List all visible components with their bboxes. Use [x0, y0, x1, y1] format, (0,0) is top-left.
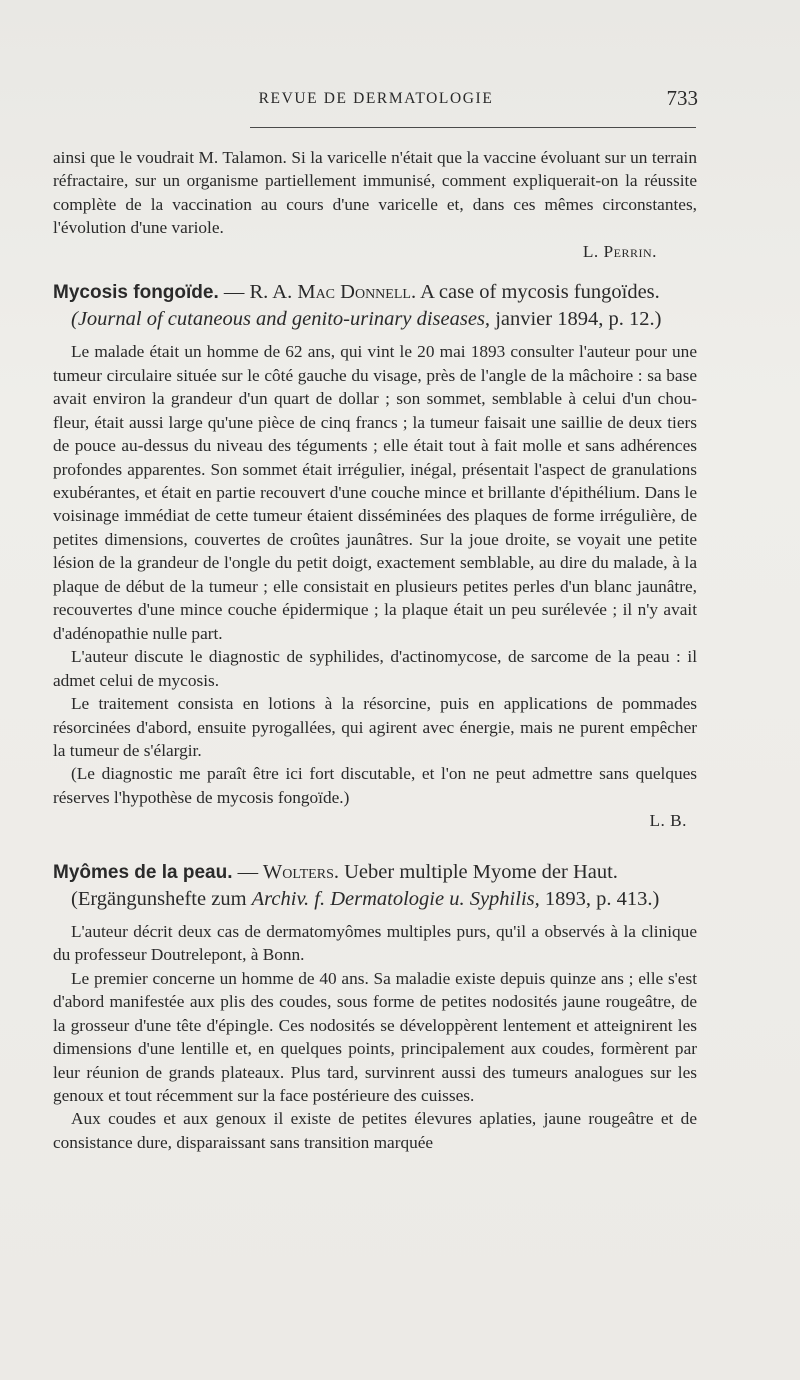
article-reference-mycosis — [53, 279, 697, 332]
article-ref-title: Ueber multiple Myome der Haut. — [344, 860, 618, 883]
signature-perrin: L. Perrin. — [582, 241, 657, 261]
article-reference-myomes — [53, 859, 697, 912]
header-rule — [250, 127, 696, 128]
running-head — [54, 86, 698, 114]
article-continuation — [53, 146, 697, 240]
signature-lb: L. B. — [649, 811, 687, 831]
article-journal: (Journal of cutaneous and genito-urinary diseases, — [71, 308, 491, 331]
article-author: — Wolters. — [237, 860, 339, 883]
body-paragraph: Le traitement consista en lotions à la résorcine, puis en applications de pommades résorcinées d'abord, ensuite pyrogallées, qui agirent avec énergie, mais ne purent empêcher la tumeur de s'élargir. — [53, 694, 697, 760]
article-supplement: (Ergängunshefte zum — [71, 887, 247, 910]
article-author: — R. A. Mac Donnell. — [223, 281, 417, 304]
article-title: Mycosis fongoïde. — [53, 282, 219, 304]
editor-note: (Le diagnostic me paraît être ici fort discutable, et l'on ne peut admettre sans quelques réserves l'hypothèse de mycosis fongoïde.) — [53, 764, 697, 807]
body-paragraph: Le premier concerne un homme de 40 ans. Sa maladie existe depuis quinze ans ; elle s'est d'abord manifestée aux plis des coudes, sous forme de petites nodosités jaune rougeâtre, de la grosseur d'une tête d'épingle. Ces nodosités se développèrent lentement et atteignirent les dimensions d'une lentille et, en quelques points, principalement aux coudes, formèrent par leur réunion de grands plateaux. Plus tard, survinrent aussi des tumeurs analogues sur les genoux et tout récemment sur la face postérieure des cuisses. — [53, 968, 697, 1105]
body-paragraph: L'auteur décrit deux cas de dermatomyômes multiples purs, qu'il a observés à la clinique du professeur Doutrelepont, à Bonn. — [53, 921, 697, 965]
article-date: janvier 1894, p. 12.) — [495, 308, 662, 331]
article-date: 1893, p. 413.) — [544, 887, 660, 910]
article-title: Myômes de la peau. — [53, 861, 233, 883]
signature-line — [53, 809, 697, 832]
article-journal: Archiv. f. Dermatologie u. Syphilis, — [251, 887, 540, 910]
running-title: REVUE DE DERMATOLOGIE — [258, 90, 494, 107]
signature-line — [53, 240, 697, 263]
body-paragraph: L'auteur discute le diagnostic de syphilides, d'actinomycose, de sarcome de la peau : il admet celui de mycosis. — [53, 647, 697, 690]
continuation-text: ainsi que le voudrait M. Talamon. Si la varicelle n'était que la vaccine évoluant sur un terrain réfractaire, sur un organisme partiellement immunisé, comment expliquerait-on la réussite complète de la vaccination au cours d'une varicelle et, dans ces mêmes circonstantes, l'évolution d'une variole. — [53, 148, 697, 238]
body-paragraph: Aux coudes et aux genoux il existe de petites élevures aplaties, jaune rougeâtre et de consistance dure, disparaissant sans transition marquée — [53, 1109, 697, 1152]
article-ref-title: A case of mycosis fungoïdes. — [420, 281, 660, 304]
page-number: 733 — [666, 86, 698, 110]
body-paragraph: Le malade était un homme de 62 ans, qui vint le 20 mai 1893 consulter l'auteur pour une tumeur circulaire située sur le côté gauche du visage, près de l'angle de la mâchoire : sa base avait environ la grandeur d'un quart de dollar ; son sommet, semblable à celui d'un chou-fleur, était aussi large qu'une pièce de cinq francs ; la tumeur faisait une saillie de deux tiers de pouce au-dessus du niveau des téguments ; elle était tout à fait molle et sans adhérences profondes apparentes. Son sommet était irrégulier, inégal, présentait l'aspect de granulations exubérantes, et était en partie recouvert d'une couche mince et brillante d'épithélium. Dans le voisinage immédiat de cette tumeur étaient disséminées des plaques de forme irrégulière, de petites dimensions, couvertes de croûtes jaunâtres. Sur la joue droite, se voyait une petite lésion de la grandeur de l'ongle du petit doigt, exactement semblable, au dire du malade, à la plaque de début de la tumeur ; elle consistait en plusieurs petites perles d'un blanc jaunâtre, recouvertes d'une mince couche épidermique ; la plaque était un peu surélevée ; il n'y avait d'adénopathie nulle part. — [53, 342, 697, 643]
page-text — [53, 146, 697, 1154]
